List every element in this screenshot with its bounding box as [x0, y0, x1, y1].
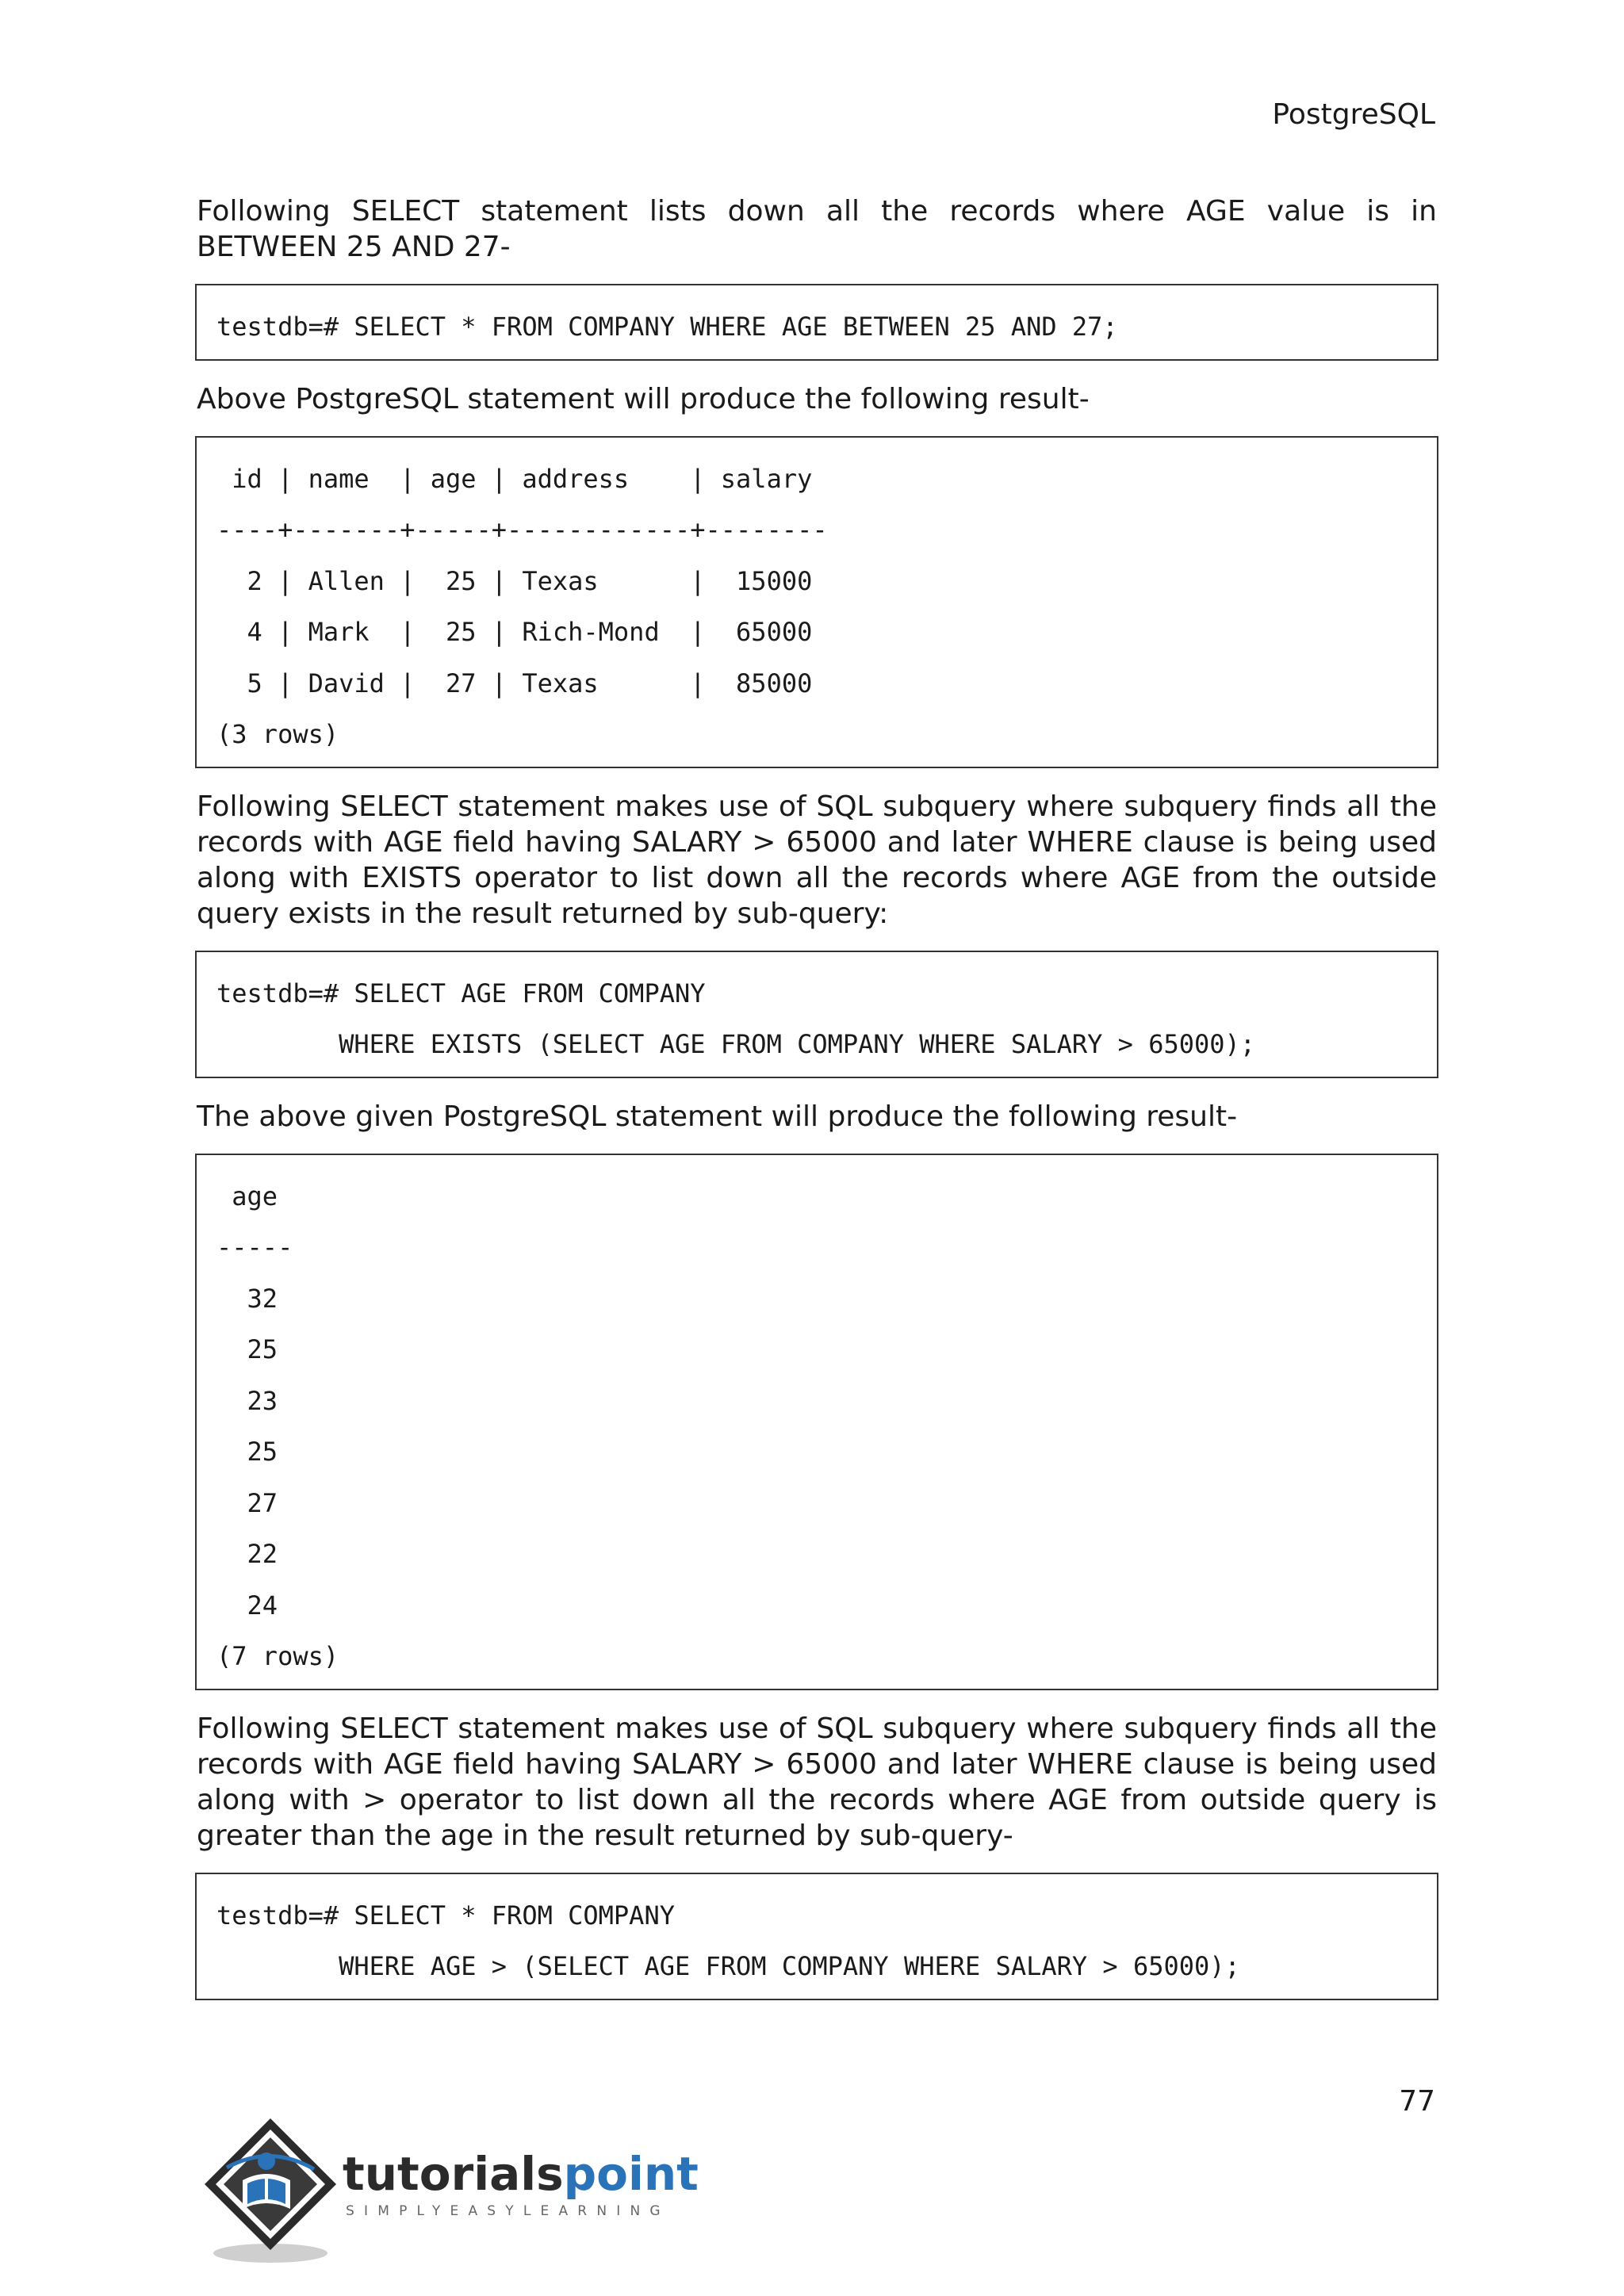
document-body	[197, 193, 1437, 2021]
code-line: testdb=# SELECT AGE FROM COMPANY	[216, 978, 706, 1008]
code-line: ----+-------+-----+------------+--------	[216, 515, 828, 545]
code-block	[195, 1873, 1438, 2000]
code-line: 4 | Mark | 25 | Rich-Mond | 65000	[216, 617, 813, 647]
code-line: 5 | David | 27 | Texas | 85000	[216, 668, 813, 698]
code-line: (7 rows)	[216, 1641, 339, 1671]
code-line: 25	[216, 1437, 278, 1467]
code-block	[195, 951, 1438, 1078]
code-line: -----	[216, 1232, 293, 1262]
logo-emblem-icon	[205, 2118, 336, 2263]
code-line: 22	[216, 1539, 278, 1569]
code-line: 23	[216, 1385, 278, 1416]
paragraph: Following SELECT statement lists down all the records where AGE value is in BETWEEN 25 AND 27-	[197, 195, 1437, 263]
code-block	[195, 284, 1438, 361]
page-header-title: PostgreSQL	[1272, 98, 1435, 131]
code-line: WHERE AGE > (SELECT AGE FROM COMPANY WHERE SALARY > 65000);	[216, 1951, 1240, 1981]
code-line: id | name | age | address | salary	[216, 463, 813, 494]
paragraph: Following SELECT statement makes use of SQL subquery where subquery finds all the records with AGE field having SALARY > 65000 and later WHERE clause is being used along with > operator to list down all the records where AGE from outside query is greater than the age in the result returned by sub-query-	[197, 1712, 1437, 1852]
code-block	[195, 436, 1438, 768]
tutorialspoint-logo	[195, 2112, 699, 2267]
paragraph: The above given PostgreSQL statement will produce the following result-	[197, 1100, 1238, 1133]
code-line: 27	[216, 1487, 278, 1518]
code-line: testdb=# SELECT * FROM COMPANY WHERE AGE BETWEEN 25 AND 27;	[216, 312, 1118, 342]
code-line: testdb=# SELECT * FROM COMPANY	[216, 1900, 675, 1931]
code-line: WHERE EXISTS (SELECT AGE FROM COMPANY WHERE SALARY > 65000);	[216, 1029, 1256, 1059]
code-line: 24	[216, 1590, 278, 1621]
code-line: 32	[216, 1283, 278, 1314]
logo-wordmark: tutorialspoint	[343, 2147, 699, 2201]
code-line: (3 rows)	[216, 719, 339, 749]
code-line: age	[216, 1181, 278, 1211]
code-line: 25	[216, 1334, 278, 1364]
code-block	[195, 1154, 1438, 1690]
code-line: 2 | Allen | 25 | Texas | 15000	[216, 565, 813, 596]
logo-tagline: SIMPLYEASYLEARNING	[346, 2203, 670, 2219]
paragraph: Above PostgreSQL statement will produce the following result-	[197, 382, 1090, 415]
paragraph: Following SELECT statement makes use of SQL subquery where subquery finds all the records with AGE field having SALARY > 65000 and later WHERE clause is being used along with EXISTS operator to list down all the records where AGE from the outside query exists in the result returned by sub-query:	[197, 790, 1437, 930]
page-number: 77	[1399, 2085, 1435, 2118]
